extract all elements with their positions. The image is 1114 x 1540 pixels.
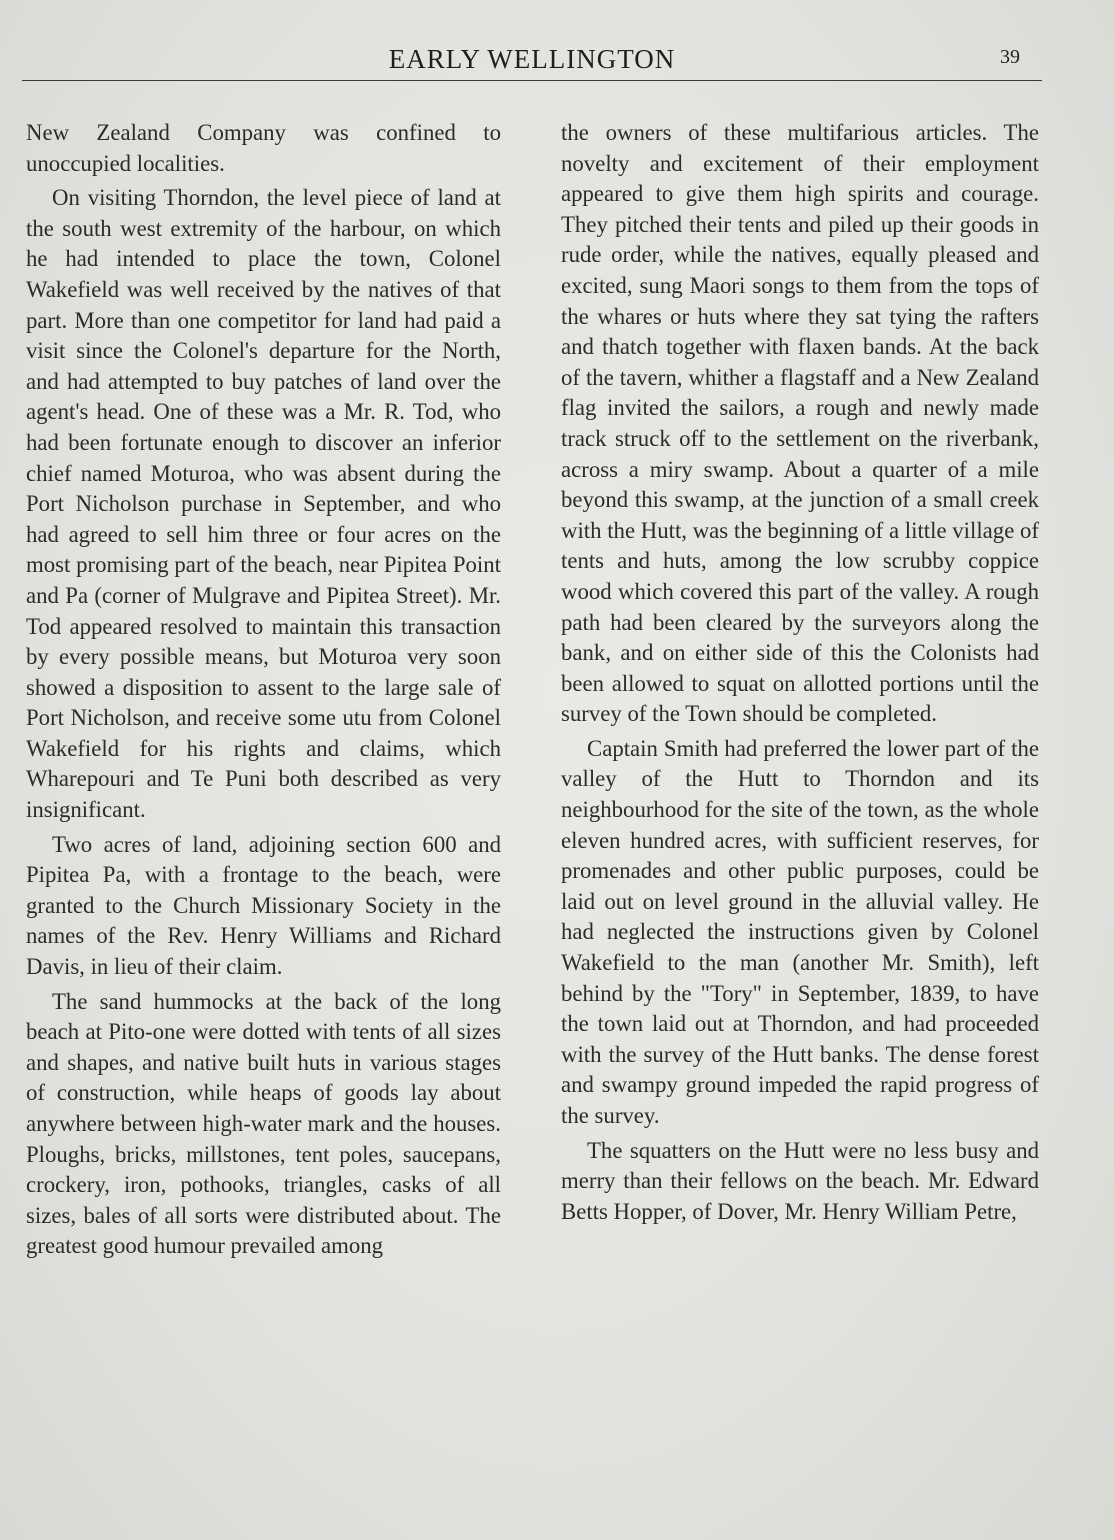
- paragraph: On visiting Thorndon, the level piece of land at the south west extremity of the harbour, on which he had intended to place the town, Colonel Wakefield was well received by the natives of that part. More than one competitor for land had paid a visit since the Colonel's departure for the North, and had attempted to buy patches of land over the agent's head. One of these was a Mr. R. Tod, who had been fortunate enough to discover an inferior chief named Moturoa, who was absent during the Port Nicholson purchase in September, and who had agreed to sell him three or four acres on the most promising part of the beach, near Pipitea Point and Pa (corner of Mulgrave and Pipitea Street). Mr. Tod appeared resolved to maintain this transaction by every possible means, but Moturoa very soon showed a disposition to assent to the large sale of Port Nicholson, and receive some utu from Colonel Wakefield for his rights and claims, which Wharepouri and Te Puni both described as very insignificant.: [26, 185, 501, 823]
- right-column: [561, 118, 1039, 1231]
- paragraph: New Zealand Company was confined to unoccupied localities.: [26, 120, 501, 176]
- paragraph: Captain Smith had preferred the lower part of the valley of the Hutt to Thorndon and its neighbourhood for the site of the town, as the whole eleven hundred acres, with sufficient reserves, for promenades and other public purposes, could be laid out on level ground in the alluvial valley. He had neglected the instructions given by Colonel Wakefield to the man (another Mr. Smith), left behind by the "Tory" in September, 1839, to have the town laid out at Thorndon, and had proceeded with the survey of the Hutt banks. The dense forest and swampy ground impeded the rapid progress of the survey.: [561, 735, 1039, 1128]
- left-column: [26, 118, 501, 1266]
- paragraph: The sand hummocks at the back of the long beach at Pito-one were dotted with tents of all sizes and shapes, and native built huts in various stages of construction, while heaps of goods lay about anywhere between high-water mark and the houses. Ploughs, bricks, millstones, tent poles, saucepans, crockery, iron, pothooks, triangles, casks of all sizes, bales of all sorts were distributed about. The greatest good humour prevailed among: [26, 988, 501, 1259]
- paragraph: Two acres of land, adjoining section 600 and Pipitea Pa, with a frontage to the beach, were granted to the Church Missionary Society in the names of the Rev. Henry Williams and Richard Davis, in lieu of their claim.: [26, 831, 501, 980]
- paragraph: The squatters on the Hutt were no less busy and merry than their fellows on the beach. Mr. Edward Betts Hopper, of Dover, Mr. Henry William Petre,: [561, 1137, 1039, 1224]
- running-head: EARLY WELLINGTON: [388, 44, 676, 74]
- page-number: 39: [1000, 46, 1020, 68]
- page-header: [22, 40, 1042, 81]
- paragraph: the owners of these multifarious articles. The novelty and excitement of their employment appeared to give them high spirits and courage. They pitched their tents and piled up their goods in rude order, while the natives, equally pleased and excited, sung Maori songs to them from the tops of the whares or huts where they sat tying the rafters and thatch together with flaxen bands. At the back of the tavern, whither a flagstaff and a New Zealand flag invited the sailors, a rough and newly made track struck off to the settlement on the riverbank, across a miry swamp. About a quarter of a mile beyond this swamp, at the junction of a small creek with the Hutt, was the beginning of a little village of tents and huts, among the low scrubby coppice wood which covered this part of the valley. A rough path had been cleared by the surveyors along the bank, and on either side of this the Colonists had been allowed to squat on allotted portions until the survey of the Town should be completed.: [561, 120, 1039, 727]
